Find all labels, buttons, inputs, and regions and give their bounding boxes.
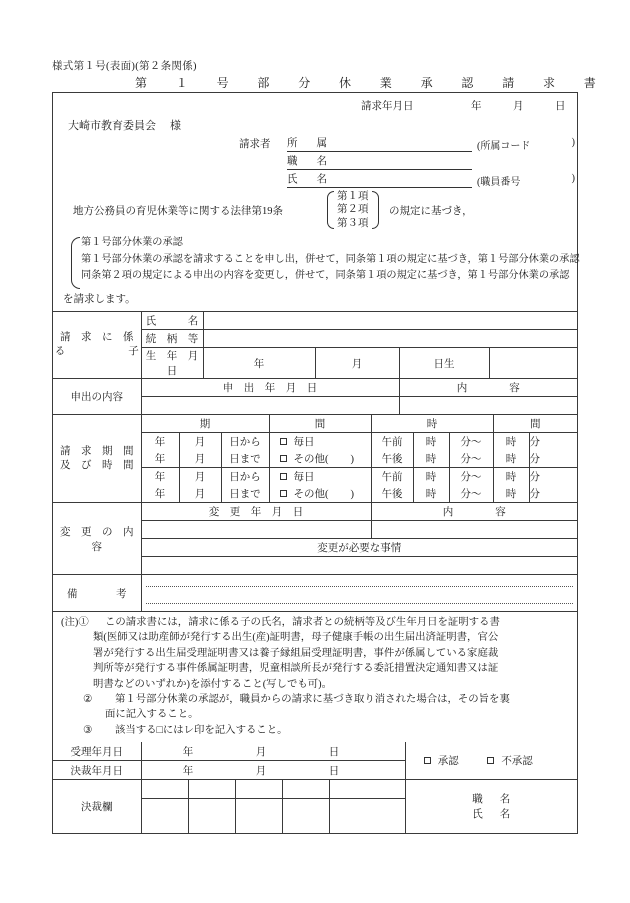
- application-content-header: 内 容: [399, 379, 577, 397]
- change-reason-input[interactable]: [141, 557, 577, 575]
- receipt-date-input[interactable]: 年 月 日: [141, 742, 405, 761]
- statement-option-3[interactable]: 同条第２項の規定による申出の内容を変更し，併せて，同条第１項の規定に基づき，第１号部分休業の承認: [81, 270, 570, 281]
- p1-hour1[interactable]: 時: [413, 433, 449, 451]
- clause-option-3[interactable]: 第３項: [337, 217, 369, 229]
- clause-option-2[interactable]: 第２項: [337, 204, 369, 216]
- time-header: 時: [371, 415, 493, 433]
- note-3-body: 該当する□にはレ印を記入すること。: [115, 724, 288, 736]
- addressee-name: 大崎市教育委員会: [68, 120, 156, 132]
- child-birth-year[interactable]: 年: [203, 348, 315, 379]
- time-header-2: 間: [493, 415, 577, 433]
- period-header-2: 間: [269, 415, 371, 433]
- period-time-table: [53, 415, 577, 503]
- decision-date-input[interactable]: 年 月 日: [141, 761, 405, 780]
- p2-to-month[interactable]: 月: [179, 485, 221, 503]
- claimant-label: 請求者: [239, 139, 271, 150]
- form-id-label: 様式第１号(表面)(第２条関係): [52, 61, 197, 72]
- p1-check-other[interactable]: その他( ): [269, 450, 371, 468]
- table-row: [53, 503, 577, 521]
- p2-from-month[interactable]: 月: [179, 468, 221, 486]
- clause-options: [334, 190, 372, 230]
- p2-hour2[interactable]: 時: [493, 468, 529, 486]
- p1-pm: 午後: [371, 450, 413, 468]
- checkbox-icon[interactable]: [280, 473, 287, 480]
- decision-date-label: 決裁年月日: [53, 761, 141, 780]
- p2-from-year[interactable]: 年: [141, 468, 179, 486]
- p1-from-day[interactable]: 日から: [221, 433, 269, 451]
- p2-check-other[interactable]: その他( ): [269, 485, 371, 503]
- option-brace-icon: [71, 237, 80, 289]
- p2b-hour1[interactable]: 時: [413, 485, 449, 503]
- child-birth-month[interactable]: 月: [315, 348, 399, 379]
- p1b-min2[interactable]: 分: [529, 450, 577, 468]
- p2b-min1[interactable]: 分〜: [449, 485, 493, 503]
- statement-option-1[interactable]: 第１号部分休業の承認: [81, 237, 183, 248]
- decision-column-label: 決裁欄: [53, 780, 141, 834]
- note-2-mark: ②: [83, 694, 93, 706]
- checkbox-icon[interactable]: [280, 455, 287, 462]
- addressee-honorific: 様: [170, 120, 181, 132]
- brace-right-icon: [372, 191, 379, 229]
- request-date-month[interactable]: 月: [513, 101, 524, 112]
- note-2-body: 第１号部分休業の承認が，職員からの請求に基づき取り消された場合は，その旨を裏 面に記入すること。: [105, 694, 510, 721]
- child-row-label: 請 求 に 係 る 子: [53, 312, 141, 379]
- p2-hour1[interactable]: 時: [413, 468, 449, 486]
- page-title: 第 １ 号 部 分 休 業 承 認 請 求 書: [135, 76, 605, 90]
- table-row: [53, 312, 577, 330]
- request-date-day[interactable]: 日: [555, 101, 566, 112]
- clause-option-1[interactable]: 第１項: [337, 191, 369, 202]
- decision-cell[interactable]: [235, 799, 282, 834]
- change-content-input[interactable]: [371, 521, 577, 539]
- jobtitle-input[interactable]: [327, 151, 472, 170]
- change-date-header: 変 更 年 月 日: [141, 503, 371, 521]
- note-prefix: (注)①: [61, 617, 89, 628]
- table-row: [53, 780, 577, 799]
- p2-to-day[interactable]: 日まで: [221, 485, 269, 503]
- checkbox-icon[interactable]: [487, 757, 494, 764]
- application-date-header: 申 出 年 月 日: [141, 379, 399, 397]
- change-row-label: 変 更 の 内 容: [53, 503, 141, 575]
- request-date-year[interactable]: 年: [471, 101, 482, 112]
- p2b-hour2[interactable]: 時: [493, 485, 529, 503]
- jobtitle-label: 職 名: [287, 153, 327, 170]
- signature-block[interactable]: [405, 780, 577, 834]
- field-row-affiliation: [287, 134, 577, 152]
- name-input[interactable]: [327, 169, 472, 188]
- child-relation-label: 続 柄 等: [141, 330, 203, 348]
- addressee: [68, 117, 181, 133]
- p1b-min1[interactable]: 分〜: [449, 450, 493, 468]
- p1-from-year[interactable]: 年: [141, 433, 179, 451]
- header-block: [53, 93, 577, 189]
- p1-to-year[interactable]: 年: [141, 450, 179, 468]
- child-birth-rest[interactable]: [489, 348, 577, 379]
- p2-am: 午前: [371, 468, 413, 486]
- p2-check-daily[interactable]: 毎日: [269, 468, 371, 486]
- table-row: [53, 379, 577, 397]
- p1-min1[interactable]: 分〜: [449, 433, 493, 451]
- p1-min2[interactable]: 分: [529, 433, 577, 451]
- p1b-hour1[interactable]: 時: [413, 450, 449, 468]
- p2-min1[interactable]: 分〜: [449, 468, 493, 486]
- decision-cell[interactable]: [188, 799, 235, 834]
- statement-block: [53, 189, 580, 311]
- period-header: 期: [141, 415, 269, 433]
- checkbox-icon[interactable]: [424, 757, 431, 764]
- p1-hour2[interactable]: 時: [493, 433, 529, 451]
- checkbox-icon[interactable]: [280, 438, 287, 445]
- decision-cell[interactable]: [282, 780, 329, 799]
- law-suffix-text: の規定に基づき，: [389, 206, 473, 217]
- change-reason-header: 変更が必要な事情: [141, 539, 577, 557]
- p2-to-year[interactable]: 年: [141, 485, 179, 503]
- decision-cell[interactable]: [141, 780, 188, 799]
- child-name-label: 氏 名: [141, 312, 203, 330]
- decision-cell[interactable]: [329, 799, 405, 834]
- table-row: [53, 742, 577, 761]
- change-content-table: [53, 503, 577, 575]
- statement-options: [81, 235, 580, 285]
- form-frame: [52, 92, 578, 834]
- decision-cell[interactable]: [188, 780, 235, 799]
- affiliation-code-note: (所属コード ): [477, 137, 575, 152]
- sig-title-row: 職 名: [472, 793, 511, 805]
- employee-number-note: (職員番号 ): [477, 173, 575, 188]
- field-row-jobtitle: [287, 152, 577, 170]
- decision-cell[interactable]: [235, 780, 282, 799]
- child-name-input[interactable]: [203, 312, 577, 330]
- p1-check-daily[interactable]: 毎日: [269, 433, 371, 451]
- child-info-table: [53, 311, 577, 415]
- p1-am: 午前: [371, 433, 413, 451]
- name-label: 氏 名: [287, 171, 327, 188]
- change-content-header: 内 容: [371, 503, 577, 521]
- p1-to-month[interactable]: 月: [179, 450, 221, 468]
- notes-block: [53, 611, 577, 742]
- receipt-date-label: 受理年月日: [53, 742, 141, 761]
- claimant-fields: [287, 134, 577, 188]
- p2-from-day[interactable]: 日から: [221, 468, 269, 486]
- application-date-input[interactable]: [141, 397, 399, 415]
- p2b-min2[interactable]: 分: [529, 485, 577, 503]
- period-row-label: 請 求 期 間 及 び 時 間: [53, 415, 141, 503]
- statement-option-2[interactable]: 第１号部分休業の承認を請求することを申し出，併せて，同条第１項の規定に基づき，第１号部分休業の承認: [81, 253, 580, 265]
- affiliation-input[interactable]: [327, 133, 472, 152]
- decision-cell[interactable]: [329, 780, 405, 799]
- affiliation-label: 所 属: [287, 135, 327, 152]
- remarks-input[interactable]: [141, 575, 577, 611]
- approval-status[interactable]: [405, 742, 577, 780]
- table-row: [53, 575, 577, 611]
- decision-cell[interactable]: [282, 799, 329, 834]
- application-content-input[interactable]: [399, 397, 577, 415]
- p2-pm: 午後: [371, 485, 413, 503]
- note-item-1: [61, 615, 571, 692]
- checkbox-icon[interactable]: [280, 490, 287, 497]
- child-relation-input[interactable]: [203, 330, 577, 348]
- p1-from-month[interactable]: 月: [179, 433, 221, 451]
- application-label: 申出の内容: [53, 379, 141, 415]
- decision-table: [53, 742, 577, 833]
- clause-selector-group: [327, 190, 379, 230]
- approve-option[interactable]: 承認: [424, 753, 459, 768]
- child-birth-label: 生 年 月 日: [141, 348, 203, 379]
- change-date-input[interactable]: [141, 521, 371, 539]
- note-1-body: この請求書には，請求に係る子の氏名，請求者との続柄等及び生年月日を証明する書 類(医師又は助産師が発行する出生(産)証明書，母子健康手帳の出生届出済証明書，官公 署が発行する出生届受理証明書又は養子縁組届受理証明書，事件が係属している家庭裁 判所等が発行する事件係属証明書，児童相談所長が発行する委託措置決定通知書又は証 明書などのいずれか)を添付すること(写しでも可)。: [93, 617, 500, 690]
- remarks-label: 備 考: [53, 575, 141, 611]
- table-row: [53, 415, 577, 433]
- p1-to-day[interactable]: 日まで: [221, 450, 269, 468]
- brace-left-icon: [327, 191, 334, 229]
- decision-cell[interactable]: [141, 799, 188, 834]
- statement-tail-text: を請求します。: [63, 294, 136, 305]
- sig-name-row: 氏 名: [472, 808, 511, 820]
- field-row-name: [287, 170, 577, 188]
- request-date-fields: [471, 98, 597, 113]
- p1b-hour2[interactable]: 時: [493, 450, 529, 468]
- note-3-mark: ③: [83, 724, 93, 736]
- remarks-table: [53, 575, 577, 611]
- reject-option[interactable]: 不承認: [487, 753, 533, 768]
- p2-min2[interactable]: 分: [529, 468, 577, 486]
- note-item-3: [61, 723, 571, 738]
- child-birth-day[interactable]: 日生: [399, 348, 489, 379]
- note-item-2: [61, 692, 571, 723]
- request-date-label: 請求年月日: [361, 101, 414, 112]
- law-reference-text: 地方公務員の育児休業等に関する法律第19条: [73, 206, 283, 217]
